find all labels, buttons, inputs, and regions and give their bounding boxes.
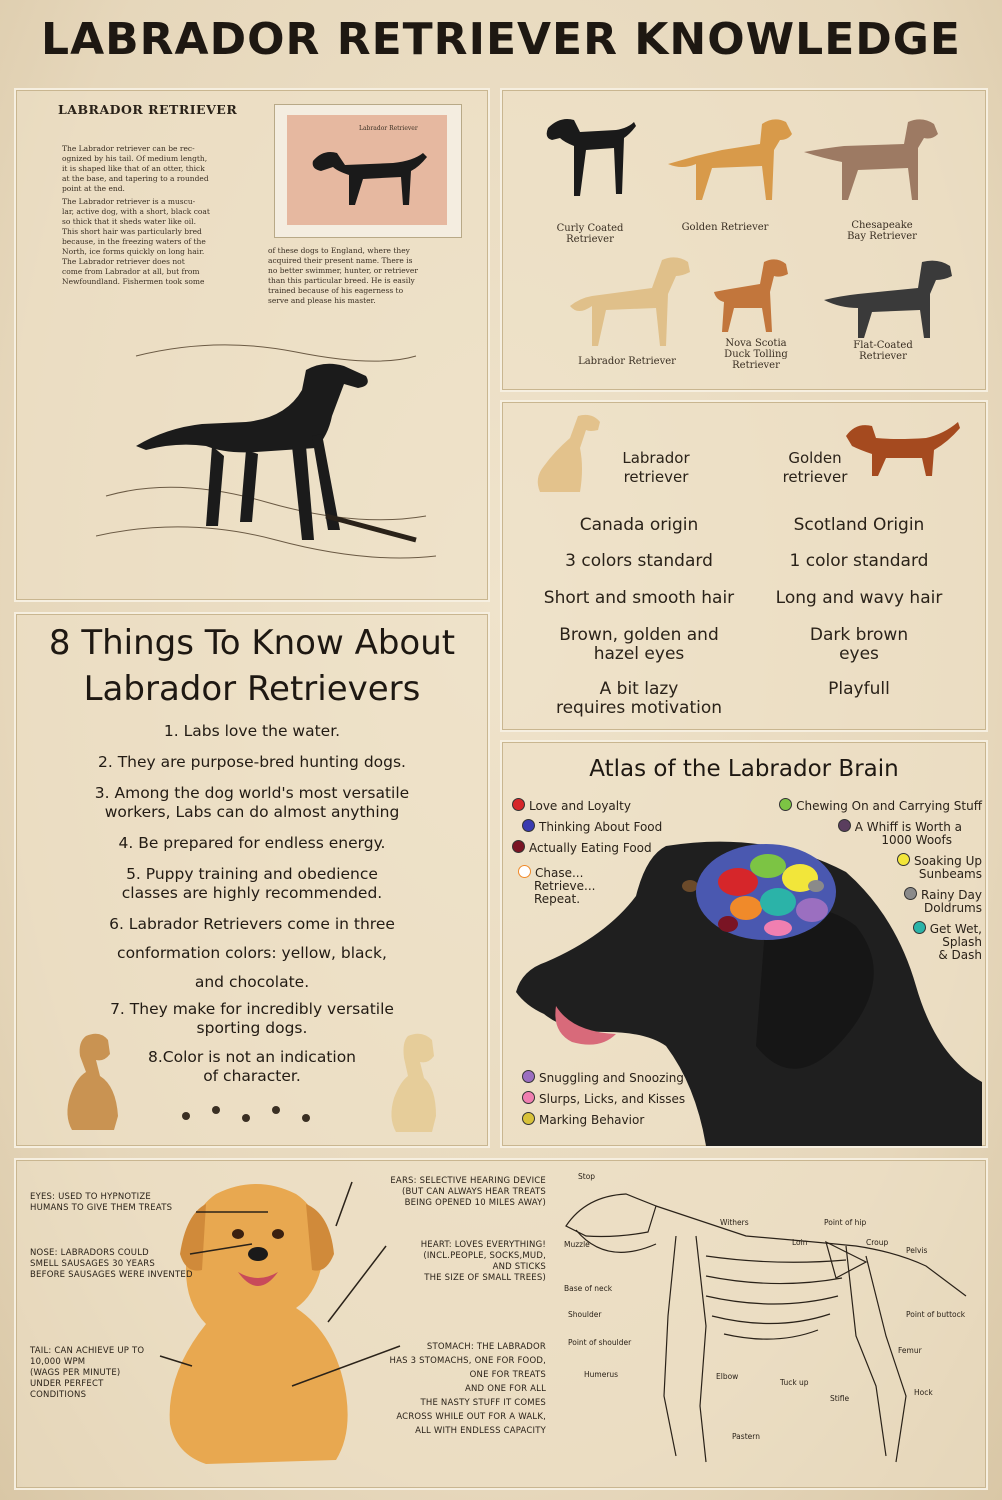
breed-label-line: Duck Tolling: [724, 349, 788, 360]
brain-legend-item: [522, 1070, 762, 1085]
intro-line: Newfoundland. Fishermen took some: [62, 277, 205, 286]
brain-legend-item: [738, 819, 982, 847]
legend-label: Retrieve...: [534, 879, 596, 893]
annotation-line: EYES: USED TO HYPNOTIZE: [30, 1192, 151, 1202]
golden-trait: Playfull: [828, 679, 890, 699]
golden-trait: Long and wavy hair: [775, 588, 943, 608]
brain-legend-item: [738, 887, 982, 915]
trait-line: Dark brown: [809, 625, 909, 645]
legend-color-dot: [522, 1070, 535, 1083]
annotation-line: 10,000 WPM: [30, 1357, 86, 1367]
legend-label: Snuggling and Snoozing: [539, 1071, 684, 1085]
breed-label: Golden Retriever: [681, 222, 769, 233]
breed-label-line: Curly Coated: [556, 223, 624, 234]
brain-legend-item: [738, 921, 982, 962]
legend-color-dot: [897, 853, 910, 866]
brain-atlas-title: Atlas of the Labrador Brain: [589, 756, 899, 782]
brain-legend-item: [522, 1091, 762, 1106]
intro-line: acquired their present name. There is: [268, 256, 413, 265]
annotation-line: (INCL.PEOPLE, SOCKS,MUD,: [423, 1251, 546, 1261]
labrador-trait: Short and smooth hair: [543, 588, 735, 608]
eight-things-title: [16, 620, 488, 712]
annotation-line: THE NASTY STUFF IT COMES: [420, 1398, 546, 1408]
intro-line: so thick that it sheds water like oil.: [62, 217, 196, 226]
breed-label-line: Retriever: [859, 351, 907, 362]
annotation-line: HAS 3 STOMACHS, ONE FOR FOOD,: [389, 1356, 546, 1366]
skeleton-label-stifle: Stifle: [830, 1394, 850, 1403]
legend-label: Repeat.: [534, 892, 581, 906]
skeleton-label-loin: Loin: [792, 1238, 808, 1247]
photo-caption: Labrador Retriever: [359, 125, 418, 132]
nose-annotation: [30, 1248, 193, 1281]
yellow-lab-puppy-left-image: [56, 1026, 136, 1136]
lab-sketch-illustration: [96, 326, 436, 576]
intro-line: it is shaped like that of an otter, thick: [62, 164, 205, 173]
annotation-line: NOSE: LABRADORS COULD: [30, 1248, 149, 1258]
paw-prints-icon: [166, 1098, 336, 1128]
golden-retriever-image: [662, 104, 802, 214]
tail-annotation: [30, 1346, 144, 1401]
retriever-breeds-panel: [500, 88, 988, 392]
thing-item: 1. Labs love the water.: [163, 722, 341, 740]
golden-trait: 1 color standard: [789, 551, 929, 571]
brain-legend-bottom: [522, 1070, 762, 1127]
brain-legend-item: [738, 798, 982, 813]
skeleton-label-croup: Croup: [866, 1238, 889, 1247]
golden-trait: Scotland Origin: [793, 515, 925, 535]
thing-item: classes are highly recommended.: [121, 884, 383, 902]
thing-item: 3. Among the dog world's most versatile: [94, 784, 410, 802]
labrador-trait: Canada origin: [579, 515, 699, 535]
annotation-line: ONE FOR TREATS: [469, 1370, 546, 1380]
title-line: Labrador Retrievers: [83, 669, 421, 709]
labrador-column-title: [596, 449, 716, 487]
legend-color-dot: [913, 921, 926, 934]
golden-running-icon: [836, 416, 966, 486]
legend-label: Love and Loyalty: [529, 799, 631, 813]
trait-line: hazel eyes: [593, 644, 685, 664]
thing-item: 5. Puppy training and obedience: [126, 865, 378, 883]
trait-line: A bit lazy: [599, 679, 679, 699]
skeleton-label-shoulder: Shoulder: [568, 1310, 602, 1319]
thing-item: workers, Labs can do almost anything: [104, 803, 400, 821]
eyes-annotation: [30, 1192, 172, 1214]
thing-item: 7. They make for incredibly versatile: [110, 1000, 394, 1018]
dog-skeleton-diagram: [556, 1166, 976, 1482]
legend-label: Splash: [942, 935, 982, 949]
breed-label-line: Retriever: [566, 234, 614, 245]
labrador-retriever-image: [552, 246, 702, 356]
annotation-line: STOMACH: THE LABRADOR: [426, 1342, 546, 1352]
annotation-line: BEFORE SAUSAGES WERE INVENTED: [30, 1270, 193, 1280]
intro-line: of these dogs to England, where they: [268, 246, 410, 255]
trait-line: requires motivation: [555, 698, 723, 718]
skeleton-label-point-of-shoulder: Point of shoulder: [568, 1338, 632, 1347]
intro-photo-frame: [274, 104, 462, 238]
flat-coated-retriever-image: [818, 254, 968, 344]
title-line: Labrador: [622, 449, 690, 467]
thing-item: and chocolate.: [194, 973, 310, 991]
legend-label: Marking Behavior: [539, 1113, 645, 1127]
skeleton-label-withers: Withers: [720, 1218, 749, 1227]
title-line: retriever: [623, 468, 689, 486]
intro-line: at the base, and tapering to a rounded: [62, 174, 209, 183]
breed-label-line: Flat-Coated: [853, 340, 913, 351]
brain-legend-item: [738, 853, 982, 881]
legend-color-dot: [518, 865, 531, 878]
annotation-line: THE SIZE OF SMALL TREES): [424, 1273, 546, 1283]
annotation-line: CONDITIONS: [30, 1390, 87, 1400]
breed-label: Labrador Retriever: [578, 356, 676, 367]
legend-color-dot: [522, 1112, 535, 1125]
anatomy-panel: [14, 1158, 988, 1490]
ears-annotation: [356, 1176, 546, 1209]
annotation-line: BEING OPENED 10 MILES AWAY): [404, 1198, 546, 1208]
nova-scotia-duck-tolling-retriever-image: [710, 252, 800, 342]
intro-text-left: [62, 144, 262, 287]
legend-label: Sunbeams: [918, 867, 982, 881]
breed-label: [828, 340, 938, 362]
intro-line: trained because of his eagerness to: [268, 286, 404, 295]
annotation-line: EARS: SELECTIVE HEARING DEVICE: [390, 1176, 546, 1186]
annotation-line: HUMANS TO GIVE THEM TREATS: [30, 1203, 173, 1213]
thing-item: 8.Color is not an indication: [147, 1048, 357, 1066]
brain-legend-item: [518, 865, 692, 906]
intro-line: come from Labrador at all, but from: [62, 267, 200, 276]
intro-line: This short hair was particularly bred: [62, 227, 202, 236]
thing-item: 6. Labrador Retrievers come in three: [109, 915, 395, 933]
golden-trait: [752, 626, 966, 664]
thing-item: sporting dogs.: [196, 1019, 308, 1037]
skeleton-label-point-of-buttock: Point of buttock: [906, 1310, 966, 1319]
skeleton-label-femur: Femur: [898, 1346, 922, 1355]
thing-item: of character.: [203, 1067, 301, 1085]
black-lab-photo: [293, 131, 443, 221]
intro-line: North, ice forms quickly on long hair.: [62, 247, 205, 256]
brain-legend-right: [738, 798, 982, 962]
thing-item: 4. Be prepared for endless energy.: [118, 834, 386, 852]
page-title: LABRADOR RETRIEVER KNOWLEDGE: [41, 14, 961, 65]
stomach-annotation: [356, 1340, 546, 1438]
intro-heading: LABRADOR RETRIEVER: [58, 102, 238, 117]
annotation-line: SMELL SAUSAGES 30 YEARS: [30, 1259, 155, 1269]
intro-line: than this particular breed. He is easily: [268, 276, 415, 285]
intro-line: because, in the freezing waters of the: [62, 237, 206, 246]
title-line: Golden: [788, 449, 842, 467]
legend-label: Soaking Up: [913, 854, 982, 868]
legend-label: Chewing On and Carrying Stuff: [796, 799, 982, 813]
brain-legend-item: [512, 819, 692, 834]
legend-label: Slurps, Licks, and Kisses: [539, 1092, 686, 1106]
legend-color-dot: [779, 798, 792, 811]
breed-label: [822, 220, 942, 242]
title-line: retriever: [782, 468, 848, 486]
legend-label: Get Wet,: [929, 922, 982, 936]
legend-label: & Dash: [938, 948, 982, 962]
intro-line: The Labrador retriever is a muscu-: [62, 197, 196, 206]
brain-atlas-panel: [500, 740, 988, 1148]
legend-color-dot: [512, 798, 525, 811]
legend-label: Rainy Day: [921, 888, 982, 902]
brain-legend-item: [522, 1112, 762, 1127]
intro-line: serve and please his master.: [268, 296, 376, 305]
breed-label: [540, 223, 640, 245]
annotation-line: HEART: LOVES EVERYTHING!: [420, 1240, 546, 1250]
skeleton-label-humerus: Humerus: [584, 1370, 619, 1379]
skeleton-label-point-of-hip: Point of hip: [824, 1218, 867, 1227]
trait-line: Brown, golden and: [559, 625, 719, 645]
legend-color-dot: [512, 840, 525, 853]
breed-label-line: Bay Retriever: [847, 231, 917, 242]
brain-legend-item: [512, 798, 692, 813]
skeleton-label-pelvis: Pelvis: [906, 1246, 928, 1255]
chesapeake-bay-retriever-image: [798, 104, 958, 214]
brain-legend-left: [512, 798, 692, 906]
intro-line: point at the end.: [62, 184, 125, 193]
legend-label: Actually Eating Food: [529, 841, 652, 855]
intro-line: no better swimmer, hunter, or retriever: [268, 266, 418, 275]
legend-label: 1000 Woofs: [881, 833, 952, 847]
intro-line: ognized by his tail. Of medium length,: [62, 154, 208, 163]
skeleton-label-hock: Hock: [914, 1388, 933, 1397]
legend-color-dot: [522, 1091, 535, 1104]
skeleton-label-base-of-neck: Base of neck: [564, 1284, 613, 1293]
legend-label: A Whiff is Worth a: [854, 820, 962, 834]
heart-annotation: [356, 1240, 546, 1284]
title-line: 8 Things To Know About: [48, 623, 456, 663]
breed-label-line: Nova Scotia: [725, 338, 787, 349]
intro-photo: [287, 115, 447, 225]
breed-label-line: Retriever: [732, 360, 780, 371]
annotation-line: TAIL: CAN ACHIEVE UP TO: [30, 1346, 145, 1356]
curly-coated-retriever-image: [530, 98, 640, 208]
eight-things-panel: [14, 612, 490, 1148]
annotation-line: AND STICKS: [492, 1262, 546, 1272]
thing-item: 2. They are purpose-bred hunting dogs.: [98, 753, 406, 771]
legend-color-dot: [838, 819, 851, 832]
legend-label: Doldrums: [923, 901, 982, 915]
labrador-trait: 3 colors standard: [565, 551, 713, 571]
breed-label: [706, 338, 806, 371]
annotation-line: AND ONE FOR ALL: [464, 1384, 546, 1394]
annotation-line: (BUT CAN ALWAYS HEAR TREATS: [401, 1187, 546, 1197]
annotation-line: UNDER PERFECT: [30, 1379, 104, 1389]
intro-text-right: [268, 246, 468, 306]
annotation-line: ACROSS WHILE OUT FOR A WALK,: [396, 1412, 546, 1422]
trait-line: eyes: [839, 644, 879, 664]
annotation-line: ALL WITH ENDLESS CAPACITY: [415, 1426, 546, 1436]
annotation-line: (WAGS PER MINUTE): [30, 1368, 121, 1378]
labrador-trait: [532, 680, 746, 718]
legend-color-dot: [904, 887, 917, 900]
skeleton-label-tuck-up: Tuck up: [780, 1378, 809, 1387]
legend-label: Thinking About Food: [539, 820, 663, 834]
intro-line: The Labrador retriever can be rec-: [62, 144, 195, 153]
yellow-lab-puppy-right-image: [378, 1026, 458, 1136]
intro-line: lar, active dog, with a short, black coat: [62, 207, 210, 216]
skeleton-label-stop: Stop: [578, 1172, 596, 1181]
breed-label-line: Chesapeake: [851, 220, 913, 231]
brain-legend-item: [512, 840, 692, 855]
skeleton-label-pastern: Pastern: [732, 1432, 760, 1441]
lab-vs-golden-panel: [500, 400, 988, 732]
skeleton-label-muzzle: Muzzle: [564, 1240, 590, 1249]
thing-item: conformation colors: yellow, black,: [117, 944, 387, 962]
legend-color-dot: [522, 819, 535, 832]
skeleton-label-elbow: Elbow: [716, 1372, 739, 1381]
legend-label: Chase...: [535, 866, 584, 880]
labrador-trait: [532, 626, 746, 664]
intro-line: The Labrador retriever does not: [62, 257, 185, 266]
intro-panel: [14, 88, 490, 602]
